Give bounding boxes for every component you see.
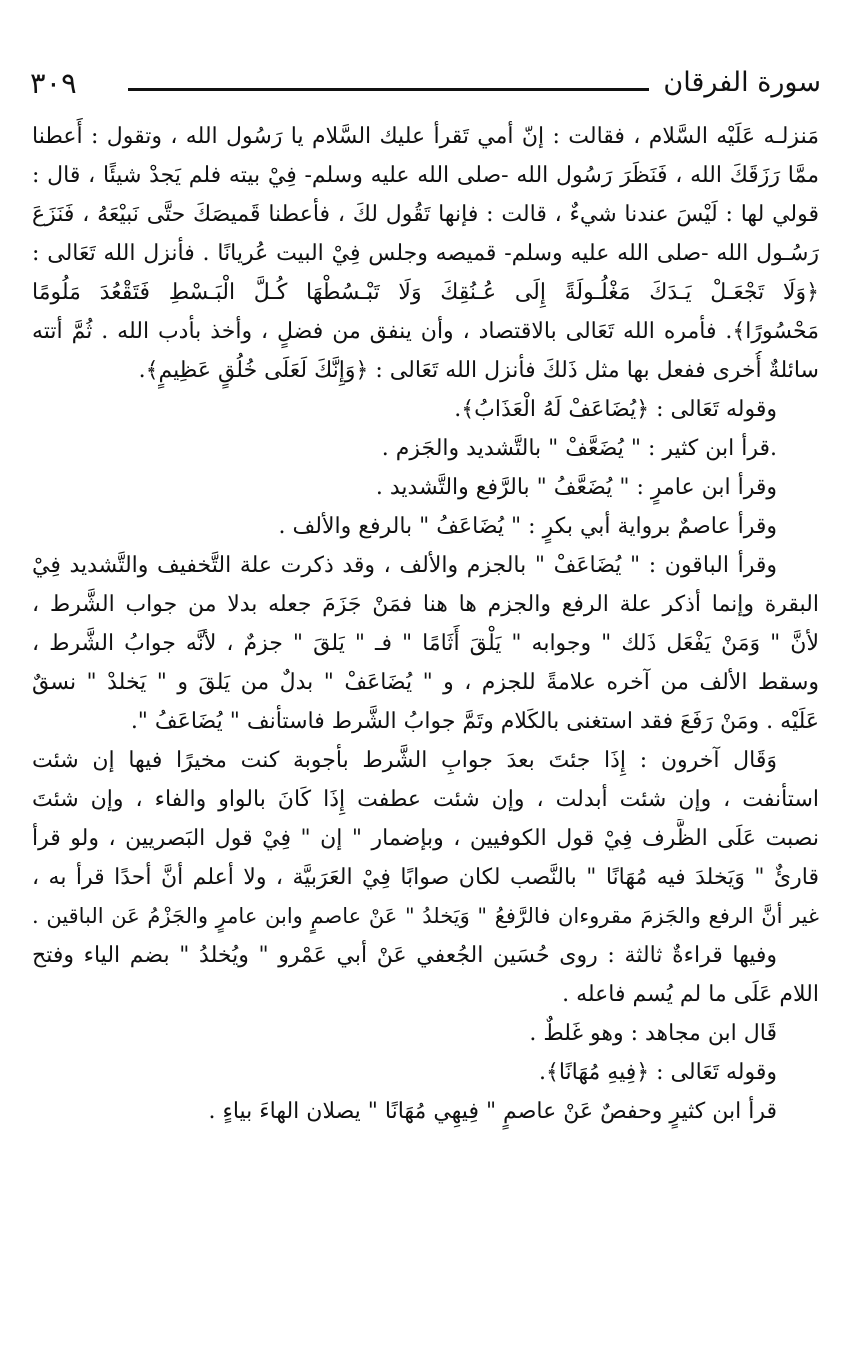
text-line: وقوله تَعَالى : ﴿فِيهِ مُهَانًا﴾.	[538, 1060, 777, 1085]
text-line: وقرأ الباقون : " يُضَاعَفْ " بالجزم والألف ، وقد ذكرت علة التَّخفيف والتَّشديد فِيْ	[32, 553, 777, 578]
text-line: ﴿وَلَا تَجْعَـلْ يَـدَكَ مَغْلُـولَةً إِلَى عُـنُقِكَ وَلَا تَبْـسُطْهَا كُـلَّ الْبَـسْطِ فَتَقْعُدَ مَلُومًا	[32, 280, 819, 305]
text-line: سائلةٌ أُخرى ففعل بها مثل ذَلكَ فأنزل الله تَعَالى : ﴿وَإِنَّكَ لَعَلَى خُلُقٍ عَظِيمٍ﴾.	[138, 358, 819, 383]
header-rule	[128, 88, 649, 91]
text-line: نصبت عَلَى الظَّرف فِيْ قول الكوفيين ، وبإضمار " إن " فِيْ قول البَصريين ، ولو قرأ	[32, 826, 819, 851]
text-line: قولي لها : لَيْسَ عندنا شيءٌ ، قالت : فإنها تَقُول لكَ ، فأعطنا قَميصَكَ حتَّى نَبيْعَهُ ، فَنَزَعَ	[32, 202, 819, 227]
text-line: .قرأ ابن كثير : " يُضَعَّفْ " بالتَّشديد والجَزم .	[381, 436, 777, 461]
text-line: مَنزلـه عَلَيْه السَّلام ، فقالت : إنّ أمي تَقرأ عليك السَّلام يا رَسُول الله ، وتقول : أَعطنا	[32, 124, 819, 149]
text-line: قرأ ابن كثيرٍ وحفصٌ عَنْ عاصمٍ " فِيهِي مُهَانًا " يصلان الهاءَ بياءٍ .	[208, 1099, 777, 1124]
text-line: استأنفت ، وإن شئت أبدلت ، وإن شئت عطفت إِذَا كَانَ بالواو والفاء ، وإن شئتَ	[32, 787, 819, 812]
text-line: وقوله تَعَالى : ﴿يُضَاعَفْ لَهُ الْعَذَابُ﴾.	[454, 397, 777, 422]
text-line: غير أنَّ الرفع والجَزمَ مقروءان فالرَّفعُ " وَيَخلدُ " عَنْ عاصمٍ وابن عامرٍ والجَزْمُ عَن الباقين .	[32, 904, 819, 928]
text-line: وفيها قراءةٌ ثالثة : روى حُسَين الجُعفي عَنْ أبي عَمْرو " ويُخلدُ " بضم الياء وفتح	[32, 943, 777, 968]
text-line: البقرة وإنما أذكر علة الرفع والجزم ها هنا فمَنْ جَزَمَ جعله بدلا من جواب الشَّرط ،	[32, 592, 819, 617]
text-line: قَال ابن مجاهد : وهو غَلطٌ .	[529, 1021, 777, 1046]
text-line: لأنَّ " وَمَنْ يَفْعَل ذَلك " وجوابه " يَلْقَ أَثَامًا " فـ " يَلقَ " جزمٌ ، لأنَّه جوابُ الشَّرط ،	[32, 631, 819, 656]
text-line: قارئٌ " وَيَخلدَ فيه مُهَانًا " بالنَّصب لكان صوابًا فِيْ العَرَبيَّة ، ولا أعلم أنَّ أحدًا قرأ به ،	[32, 865, 819, 890]
text-line: وسقط الألف من آخره علامةً للجزم ، و " يُضَاعَفْ " بدلٌ من يَلقَ و " يَخلدْ " نسقٌ	[32, 670, 819, 695]
text-line: رَسُـول الله -صلى الله عليه وسلم- قميصه وجلس فِيْ البيت عُريانًا . فأنزل الله تَعَالى :	[32, 241, 819, 266]
text-line: وقرأ عاصمٌ برواية أبي بكرٍ : " يُضَاعَفُ " بالرفع والألف .	[278, 514, 777, 539]
surah-title: سورة الفرقان	[663, 67, 821, 98]
text-line: ممَّا رَزَقَكَ الله ، فَنَظَرَ رَسُول الله -صلى الله عليه وسلم- فِيْ بيته فلم يَجدْ شيئًا ، قال :	[32, 163, 819, 188]
page-body	[32, 117, 819, 1131]
text-line: مَحْسُورًا﴾. فأمره الله تَعَالى بالاقتصاد ، وأن ينفق من فضلٍ ، وأخذ بأدب الله . ثُمَّ أتته	[32, 319, 819, 344]
text-line: وقرأ ابن عامرٍ : " يُضَعَّفُ " بالرَّفع والتَّشديد .	[375, 475, 777, 500]
text-line: عَلَيْه . ومَنْ رَفَعَ فقد استغنى بالكَلام وتَمَّ جوابُ الشَّرط فاستأنف " يُضَاعَفُ ".	[130, 709, 819, 734]
text-line: وَقَال آخرون : إِذَا جئتَ بعدَ جوابِ الشَّرط بأجوبة كنت مخيرًا فيها إن شئت	[32, 748, 777, 773]
page-header	[30, 64, 821, 104]
text-line: اللام عَلَى ما لم يُسم فاعله .	[562, 982, 819, 1007]
page-number: ٣٠٩	[30, 66, 77, 100]
